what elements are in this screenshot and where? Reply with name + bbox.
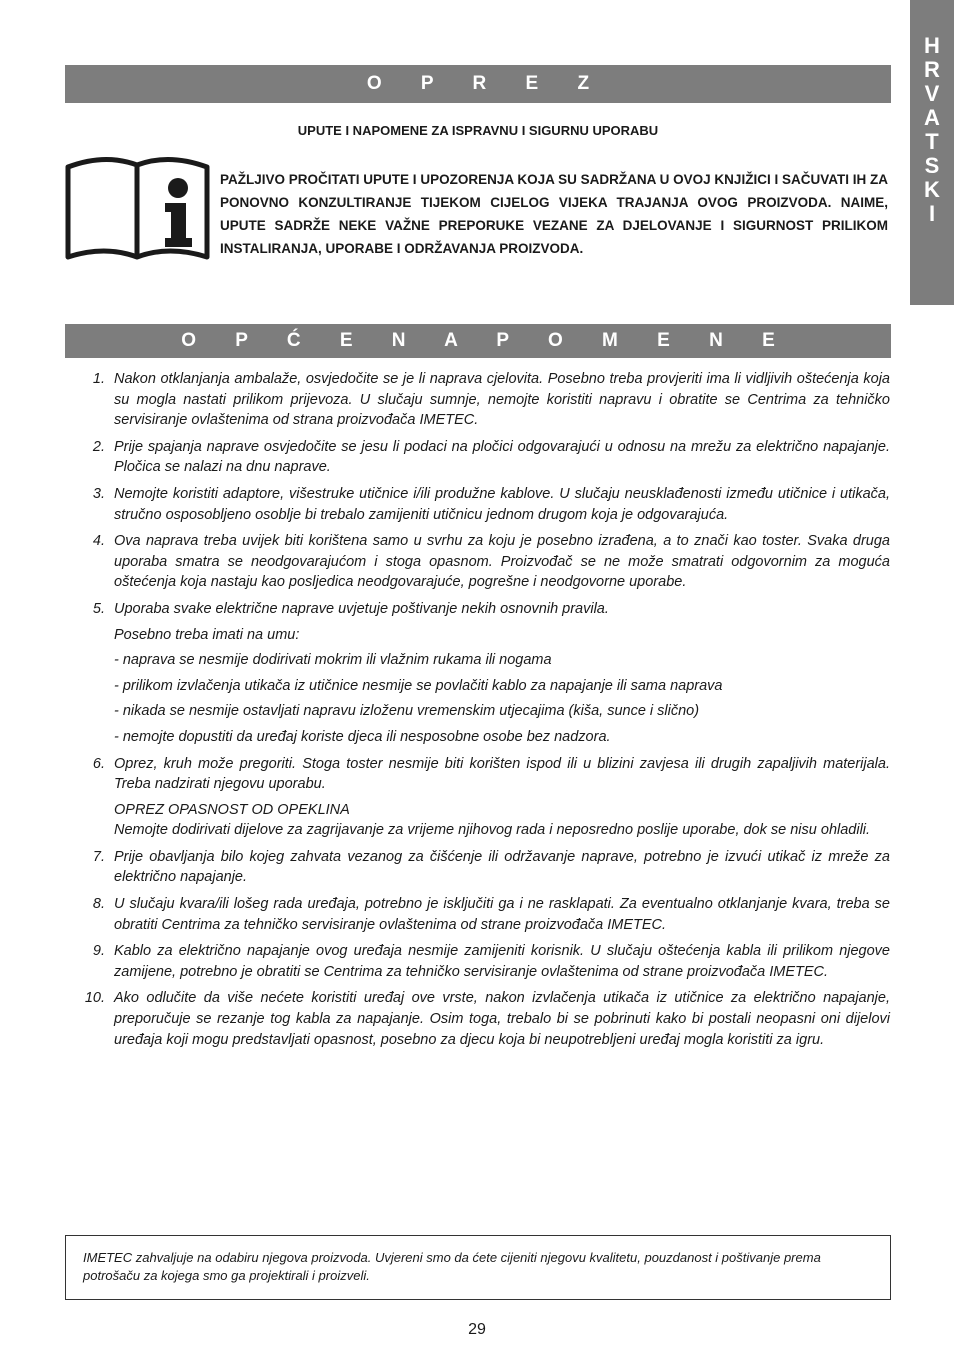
thank-you-note — [65, 1235, 891, 1300]
language-tab-letter: H — [924, 33, 940, 58]
list-item — [78, 437, 890, 478]
list-item — [78, 531, 890, 593]
list-item-number: 6. — [92, 755, 105, 772]
list-item — [78, 599, 890, 748]
language-tab-letter: V — [924, 81, 940, 106]
general-notes-list — [78, 369, 890, 1056]
list-item-paragraph: Posebno treba imati na umu: — [114, 626, 300, 643]
caution-intro: PAŽLJIVO PROČITATI UPUTE I UPOZORENJA KOJA SU SADRŽANA U OVOJ KNJIŽICI I SAČUVATI IH ZA PONOVNO KONZULTIRANJE TIJEKOM CIJELOG VIJEKA TRAJANJA OVOG PROIZVODA. NAIME, UPUTE SADRŽE NEKE VAŽNE PREPORUKE VEZANE ZA DJELOVANJE I SIGURNOST PRILIKOM INSTALIRANJA, UPORABE I ODRŽAVANJA PROIZVODA. — [220, 172, 888, 256]
language-tab-letter: S — [924, 153, 940, 178]
list-item-number: 5. — [92, 600, 105, 617]
list-item-paragraph: Ova naprava treba uvijek biti korištena samo u svrhu za koju je posebno izrađena, a to znači kao toster. Svaka druga uporaba smatra se neodgovarajućom i stoga opasnom. Proizvođač se ne može smatrati odgovornim za moguća oštećenja koja nastaju kao posljedica neodgovarajuće, pogrešne i neodgovorne uporabe. — [114, 533, 890, 591]
list-item — [78, 847, 890, 888]
list-item-number: 9. — [92, 943, 105, 960]
list-item-paragraph: Prije spajanja naprave osvjedočite se jesu li podaci na pločici odgovarajući u odnosu na mrežu za električno napajanje. Pločica se nalazi na dnu naprave. — [114, 438, 890, 476]
list-item — [78, 484, 890, 525]
language-tab-letter: R — [924, 57, 940, 82]
list-item-number: 3. — [92, 485, 105, 502]
list-item — [78, 754, 890, 841]
list-item-paragraph: U slučaju kvara/ili lošeg rada uređaja, potrebno je isključiti ga i ne rasklapati. Za eventualno otklanjanje kvara, treba se obratiti Centrima za tehničko servisiranje ovlaštenima od strane proizvođača IMETEC. — [114, 896, 890, 933]
list-item — [78, 369, 890, 431]
list-item-paragraph: OPREZ OPASNOST OD OPEKLINA — [114, 801, 350, 818]
general-notes-heading: O P Ć E N A P O M E N E — [65, 324, 891, 358]
list-item — [78, 988, 890, 1050]
list-item-number: 1. — [92, 371, 105, 387]
list-item-paragraph: Uporaba svake električne naprave uvjetuje poštivanje nekih osnovnih pravila. — [114, 600, 609, 617]
list-item-number: 7. — [92, 848, 105, 865]
language-tab-letter: A — [924, 105, 940, 130]
list-item — [78, 894, 890, 935]
language-tab-letter: T — [925, 129, 939, 154]
list-item-paragraph: Nemojte koristiti adaptore, višestruke utičnice i/ili produžne kablove. U slučaju neusklađenosti između utičnice i utikača, stručno osposobljeno osoblje bi trebalo zamijeniti utičnicu jednom drugom koja je odgovarajuća. — [114, 485, 890, 523]
list-item-paragraph: Nakon otklanjanja ambalaže, osvjedočite se je li naprava cjelovita. Posebno treba provjeriti ima li vidljivih oštećenja koja su mogla nastati prilikom prijevoza. U slučaju sumnje, nemojte koristiti napravu i obratite se Centrima za tehničko servisiranje ovlaštenima od strana proizvođača IMETEC. — [114, 371, 890, 429]
list-item-paragraph: - nikada se nesmije ostavljati napravu izloženu vremenskim utjecajima (kiša, sunce i slično) — [114, 703, 700, 720]
list-item — [78, 941, 890, 982]
list-item-paragraph: Prije obavljanja bilo kojeg zahvata vezanog za čišćenje ili održavanje naprave, potrebno je izvući utikač iz mreže za električno napajanje. — [114, 848, 890, 886]
info-book-icon — [65, 155, 210, 260]
page-number: 29 — [468, 1321, 486, 1338]
caution-heading: O P R E Z — [65, 65, 891, 103]
language-tab-letter: K — [924, 177, 940, 202]
language-tab — [910, 0, 954, 305]
language-tab-letter: I — [928, 201, 936, 226]
list-item-number: 4. — [92, 533, 105, 550]
list-item-paragraph: - nemojte dopustiti da uređaj koriste djeca ili nesposobne osobe bez nadzora. — [114, 728, 611, 745]
list-item-number: 10. — [84, 990, 105, 1007]
list-item-paragraph: Nemojte dodirivati dijelove za zagrijavanje za vrijeme njihovog rada i neposredno poslije uporabe, dok se nisu ohladili. — [114, 822, 871, 839]
list-item-paragraph: Kablo za električno napajanje ovog uređaja nesmije zamijeniti korisnik. U slučaju oštećenja kabla ili prilikom njegove zamijene, potrebno je obratiti se Centrima za tehničko servisiranje ovlaštenima od strane proizvođača IMETEC. — [114, 943, 890, 980]
list-item-paragraph: - prilikom izvlačenja utikača iz utičnice nesmije se povlačiti kablo za napajanje ili sama naprava — [114, 677, 723, 694]
caution-subtitle: UPUTE I NAPOMENE ZA ISPRAVNU I SIGURNU UPORABU — [297, 123, 659, 138]
list-item-paragraph: Oprez, kruh može pregoriti. Stoga toster nesmije biti korišten ispod ili u blizini zavjesa ili drugih zapaljivih materijala. Treba nadzirati njegovu uporabu. — [114, 755, 890, 793]
list-item-paragraph: - naprava se nesmije dodirivati mokrim ili vlažnim rukama ili nogama — [114, 652, 552, 669]
list-item-number: 8. — [92, 896, 105, 913]
thank-you-text: IMETEC zahvaljuje na odabiru njegova proizvoda. Uvjereni smo da ćete cijeniti njegovu kvalitetu, pouzdanost i poštivanje prema potrošaču za kojega smo ga projektirali i proizveli. — [83, 1250, 821, 1283]
list-item-paragraph: Ako odlučite da više nećete koristiti uređaj ove vrste, nakon izvlačenja utikača iz utičnice za električno napajanje, preporučuje se rezanje tog kabla za napajanje. Osim toga, trebalo bi se pobrinuti kako bi postali neopasni oni dijelovi uređaja koji mogu predstavljati opasnost, posebno za djecu koja bi neupotrebljeni uređaj mogla koristiti za igru. — [114, 990, 890, 1048]
list-item-number: 2. — [92, 438, 105, 455]
